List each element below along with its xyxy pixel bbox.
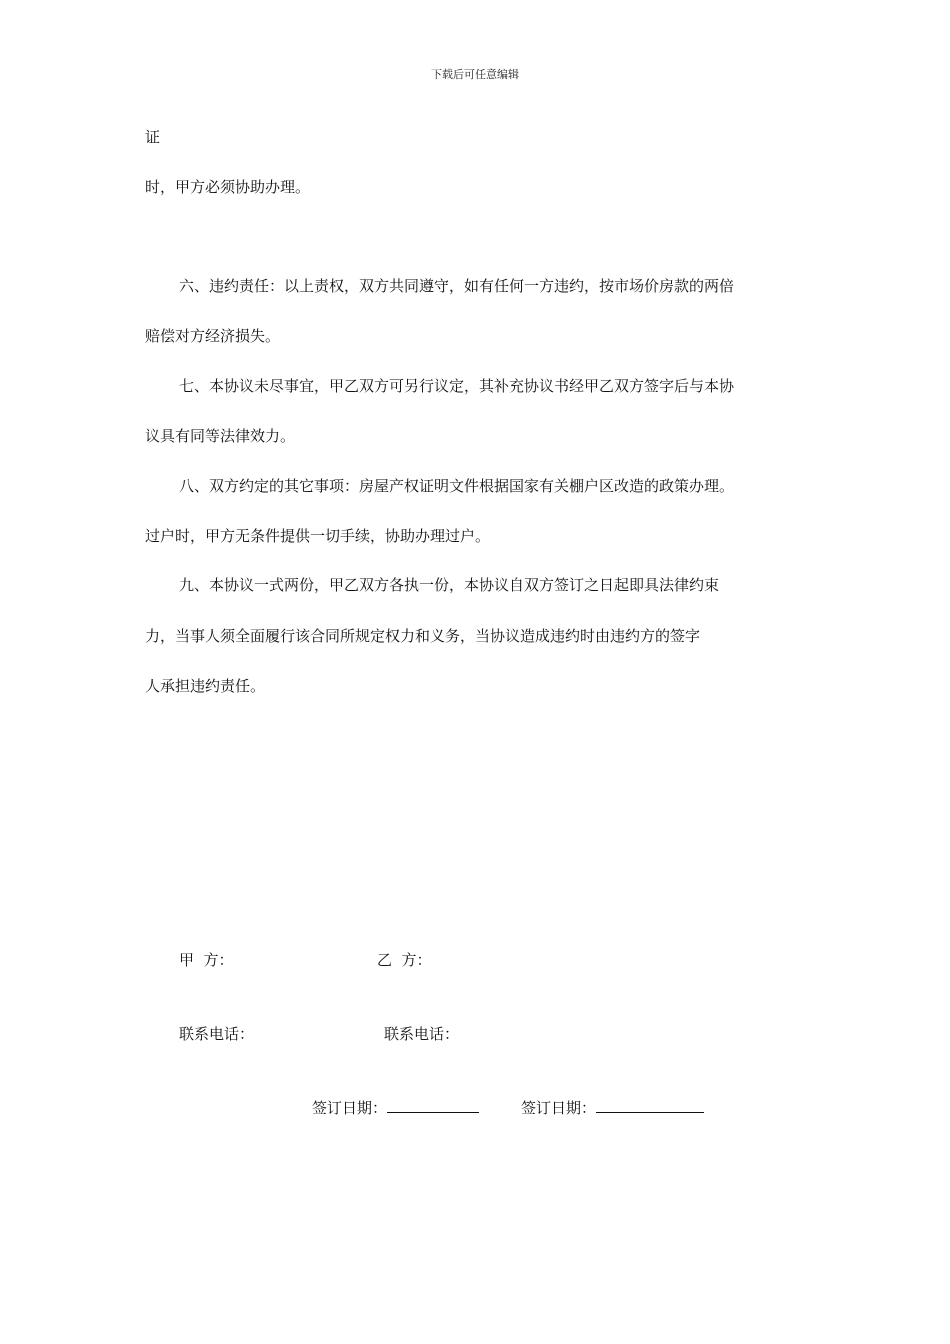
body-line: 时，甲方必须协助办理。 [145, 178, 311, 196]
party-b-sign-date [521, 1098, 704, 1118]
date-label: 签订日期： [312, 1099, 388, 1117]
clause-7: 七、本协议未尽事宜，甲乙双方可另行议定，其补充协议书经甲乙双方签字后与本协 [179, 377, 735, 395]
date-blank-line [596, 1098, 704, 1113]
clause-8: 八、双方约定的其它事项：房屋产权证明文件根据国家有关棚户区改造的政策办理。 [179, 477, 735, 495]
body-line: 过户时，甲方无条件提供一切手续，协助办理过户。 [145, 527, 491, 545]
body-line: 议具有同等法律效力。 [145, 427, 296, 445]
body-line: 力，当事人须全面履行该合同所规定权力和义务，当协议造成违约时由违约方的签字 [145, 627, 701, 645]
body-line: 人承担违约责任。 [145, 677, 266, 695]
body-line: 赔偿对方经济损失。 [145, 327, 281, 345]
date-blank-line [387, 1098, 479, 1113]
party-b-phone-label: 联系电话： [384, 1025, 460, 1043]
party-a-label: 甲 方： [179, 951, 234, 969]
body-line: 证 [145, 128, 161, 146]
clause-9: 九、本协议一式两份，甲乙双方各执一份，本协议自双方签订之日起即具法律约束 [179, 576, 720, 594]
date-label: 签订日期： [521, 1099, 597, 1117]
page-header-note: 下载后可任意编辑 [431, 68, 519, 81]
clause-6: 六、违约责任：以上责权，双方共同遵守，如有任何一方违约，按市场价房款的两倍 [179, 277, 735, 295]
party-a-sign-date [312, 1098, 479, 1118]
party-a-phone-label: 联系电话： [179, 1025, 255, 1043]
party-b-label: 乙 方： [377, 951, 432, 969]
